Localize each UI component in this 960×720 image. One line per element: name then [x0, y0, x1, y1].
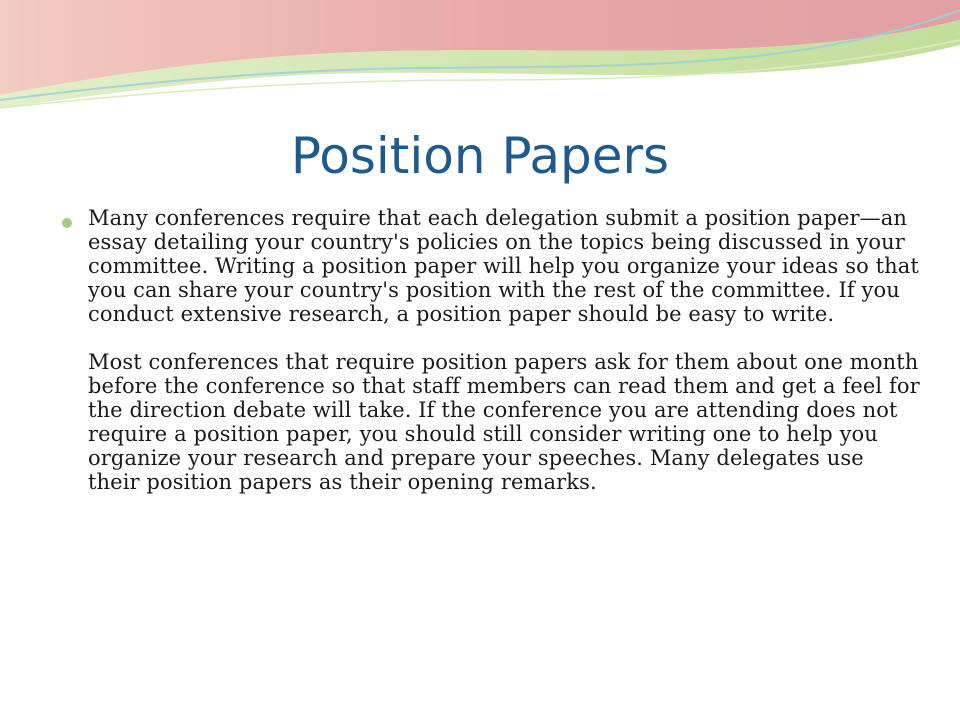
bullet-dot-icon	[62, 218, 72, 228]
bullet-item	[62, 206, 922, 494]
header-wave-decoration	[0, 0, 960, 120]
bullet-paragraph-1: Many conferences require that each delegation submit a position paper—an essay detailing your country's policies on the topics being discussed in your committee. Writing a position paper will help you organize your ideas so that you can share your country's position with the rest of the committee. If you conduct extensive research, a position paper should be easy to write.	[88, 206, 919, 326]
bullet-paragraph-2: Most conferences that require position papers ask for them about one month before the conference so that staff members can read them and get a feel for the direction debate will take. If the conference you are attending does not require a position paper, you should still consider writing one to help you organize your research and prepare your speeches. Many delegates use their position papers as their opening remarks.	[88, 350, 920, 494]
slide-content	[62, 206, 922, 494]
slide-title: Position Papers	[290, 127, 670, 185]
